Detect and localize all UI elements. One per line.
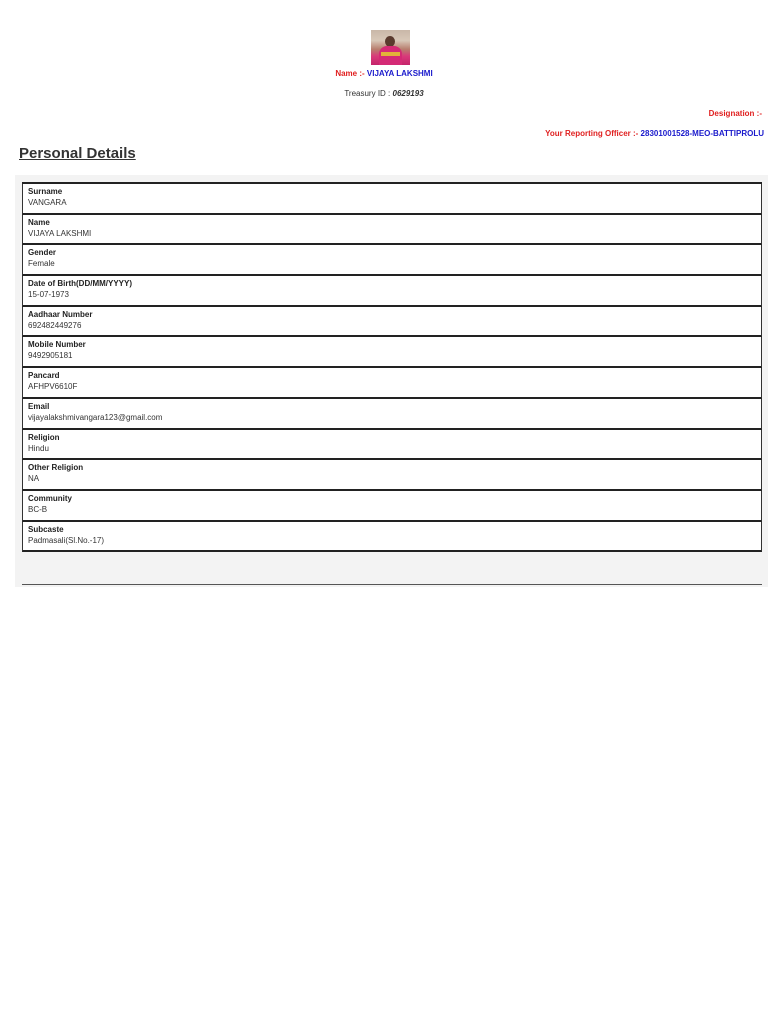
detail-row-aadhaar xyxy=(22,307,762,338)
section-title: Personal Details xyxy=(19,145,136,162)
officer-label: Your Reporting Officer :- xyxy=(545,129,639,138)
treasury-label: Treasury ID : xyxy=(344,89,391,98)
field-label: Name xyxy=(28,217,50,227)
detail-row-mobile xyxy=(22,337,762,368)
employee-name-line xyxy=(0,69,768,78)
field-label: Aadhaar Number xyxy=(28,309,93,319)
detail-row-pancard xyxy=(22,368,762,399)
field-value: AFHPV6610F xyxy=(28,382,78,392)
field-label: Community xyxy=(28,493,72,503)
field-label: Other Religion xyxy=(28,463,84,473)
detail-row-religion xyxy=(22,430,762,461)
name-value: VIJAYA LAKSHMI xyxy=(366,69,433,78)
field-value: 15-07-1973 xyxy=(28,290,69,300)
detail-row-email xyxy=(22,399,762,430)
field-label: Mobile Number xyxy=(28,340,86,350)
designation-line xyxy=(709,109,762,118)
field-label: Surname xyxy=(28,187,63,196)
profile-photo xyxy=(371,30,410,65)
field-label: Date of Birth(DD/MM/YYYY) xyxy=(28,279,132,289)
officer-value: 28301001528-MEO-BATTIPROLU xyxy=(640,129,764,138)
photo-band xyxy=(381,52,400,56)
field-value: VIJAYA LAKSHMI xyxy=(28,228,92,238)
reporting-officer-line xyxy=(545,129,764,138)
bottom-divider xyxy=(22,584,762,585)
detail-row-other-religion xyxy=(22,460,762,491)
designation-label: Designation :- xyxy=(708,109,762,118)
name-label: Name :- xyxy=(335,69,365,78)
personal-details-table xyxy=(22,182,762,552)
treasury-value: 0629193 xyxy=(392,89,424,98)
treasury-id-line xyxy=(0,89,768,98)
field-value: NA xyxy=(28,474,40,484)
detail-row-surname xyxy=(22,184,762,215)
field-label: Subcaste xyxy=(28,524,64,534)
field-value: Padmasali(Sl.No.-17) xyxy=(28,535,105,545)
detail-row-dob xyxy=(22,276,762,307)
field-value: 692482449276 xyxy=(28,320,82,330)
field-value: 9492905181 xyxy=(28,351,73,361)
field-value: Hindu xyxy=(28,443,49,453)
field-value: BC-B xyxy=(28,504,48,514)
detail-row-name xyxy=(22,215,762,246)
field-label: Gender xyxy=(28,248,57,258)
field-label: Email xyxy=(28,401,50,411)
field-value: Female xyxy=(28,259,55,269)
field-label: Religion xyxy=(28,432,60,442)
field-value: VANGARA xyxy=(28,198,67,207)
detail-row-community xyxy=(22,491,762,522)
detail-row-subcaste xyxy=(22,522,762,553)
detail-row-gender xyxy=(22,245,762,276)
field-label: Pancard xyxy=(28,371,60,381)
field-value: vijayalakshmivangara123@gmail.com xyxy=(28,412,163,422)
